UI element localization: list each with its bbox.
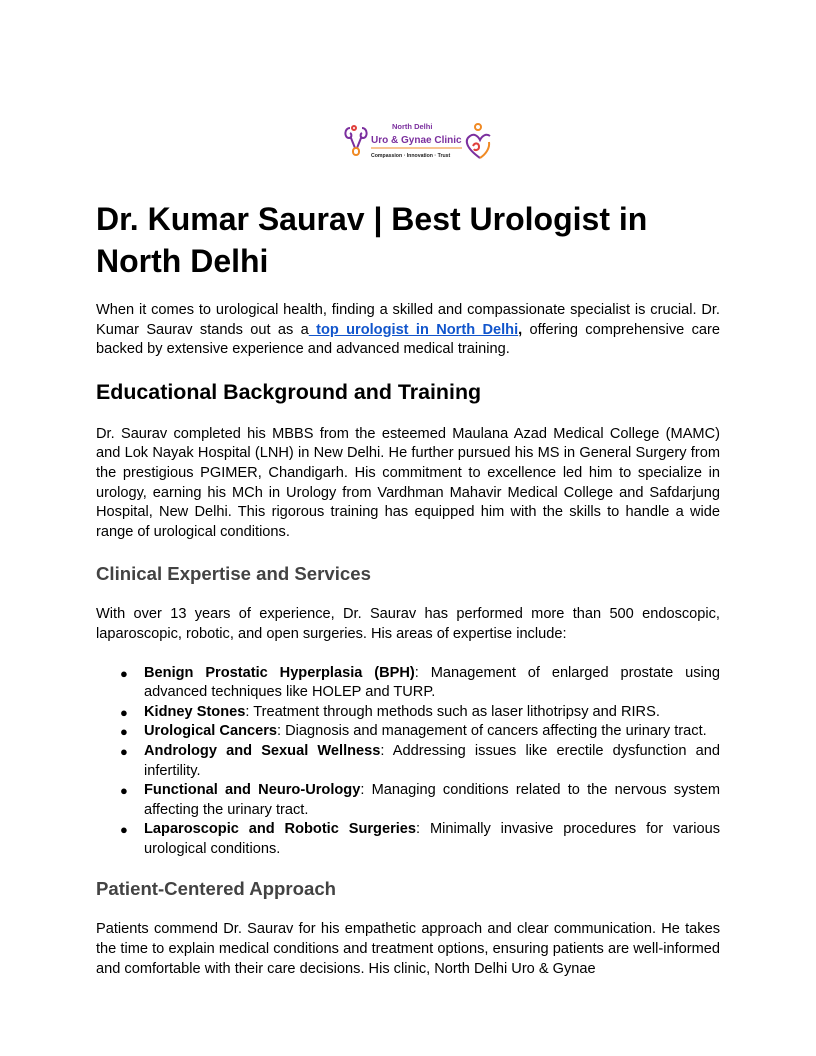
- bullet-icon: ●: [120, 743, 128, 759]
- approach-heading: Patient-Centered Approach: [96, 878, 337, 900]
- expertise-heading: Clinical Expertise and Services: [96, 563, 371, 585]
- approach-paragraph: Patients commend Dr. Saurav for his empathetic approach and clear communication. He takes the time to explain medical conditions and treatment options, ensuring patients are well-informed and comfortable with their care decisions. His clinic, North Delhi Uro & Gynae: [96, 921, 720, 977]
- bullet-icon: ●: [120, 783, 128, 799]
- list-item: [96, 703, 720, 723]
- expertise-paragraph: With over 13 years of experience, Dr. Saurav has performed more than 500 endoscopic, laparoscopic, robotic, and open surgeries. His areas of expertise include:: [96, 606, 720, 642]
- expertise-list: [96, 664, 720, 860]
- logo-line2: Uro & Gynae Clinic: [371, 135, 462, 146]
- list-item-desc: : Addressing issues like erectile dysfunction and infertility.: [144, 742, 720, 779]
- list-item: [96, 664, 720, 703]
- list-item-term: Urological Cancers: [144, 723, 278, 740]
- list-item: [96, 742, 720, 781]
- intro-text-after: offering comprehensive care backed by extensive experience and advanced medical training.: [96, 321, 720, 358]
- bullet-icon: ●: [120, 704, 128, 720]
- kidney-icon: [345, 126, 366, 155]
- intro-comma: ,: [518, 321, 523, 338]
- list-item-desc: : Management of enlarged prostate using advanced techniques like HOLEP and TURP.: [144, 664, 720, 701]
- logo-line1: North Delhi: [392, 122, 433, 131]
- bullet-icon: ●: [120, 822, 128, 838]
- heart-icon: [467, 124, 490, 158]
- list-item: [96, 781, 720, 820]
- intro-text-before: When it comes to urological health, finding a skilled and compassionate specialist is crucial. Dr. Kumar Saurav stands out as a: [96, 302, 720, 338]
- list-item-desc: : Managing conditions related to the nervous system affecting the urinary tract.: [144, 782, 720, 818]
- list-item-term: Andrology and Sexual Wellness: [144, 742, 381, 759]
- document-body: [96, 198, 720, 979]
- list-item-desc: : Treatment through methods such as laser lithotripsy and RIRS.: [245, 703, 660, 720]
- intro-paragraph: [96, 301, 720, 360]
- education-heading: Educational Background and Training: [96, 379, 482, 404]
- list-item-term: Kidney Stones: [144, 703, 246, 720]
- list-item-desc: : Minimally invasive procedures for various urological conditions.: [144, 821, 721, 857]
- education-paragraph: Dr. Saurav completed his MBBS from the esteemed Maulana Azad Medical College (MAMC) and Lok Nayak Hospital (LNH) in New Delhi. He further pursued his MS in General Surgery from the prestigious PGIMER, Chandigarh. His commitment to excellence led him to specialize in urology, earning his MCh in Urology from Vardhman Mahavir Medical College and Safdarjung Hospital, New Delhi. This rigorous training has equipped him with the skills to handle a wide range of urological conditions.: [96, 425, 720, 540]
- clinic-logo: [340, 118, 492, 170]
- logo-tagline: Compassion · Innovation · Trust: [371, 153, 451, 159]
- top-urologist-link[interactable]: top urologist in North Delhi: [308, 321, 519, 338]
- list-item-desc: : Diagnosis and management of cancers affecting the urinary tract.: [277, 723, 707, 740]
- list-item: [96, 722, 720, 742]
- bullet-icon: ●: [120, 724, 128, 740]
- bullet-icon: ●: [120, 665, 128, 681]
- list-item-term: Benign Prostatic Hyperplasia (BPH): [144, 664, 415, 681]
- page-title: Dr. Kumar Saurav | Best Urologist in North Delhi: [96, 201, 648, 279]
- list-item: [96, 820, 720, 859]
- list-item-term: Functional and Neuro-Urology: [144, 782, 361, 799]
- logo-graphic: [340, 118, 492, 170]
- list-item-term: Laparoscopic and Robotic Surgeries: [144, 821, 417, 838]
